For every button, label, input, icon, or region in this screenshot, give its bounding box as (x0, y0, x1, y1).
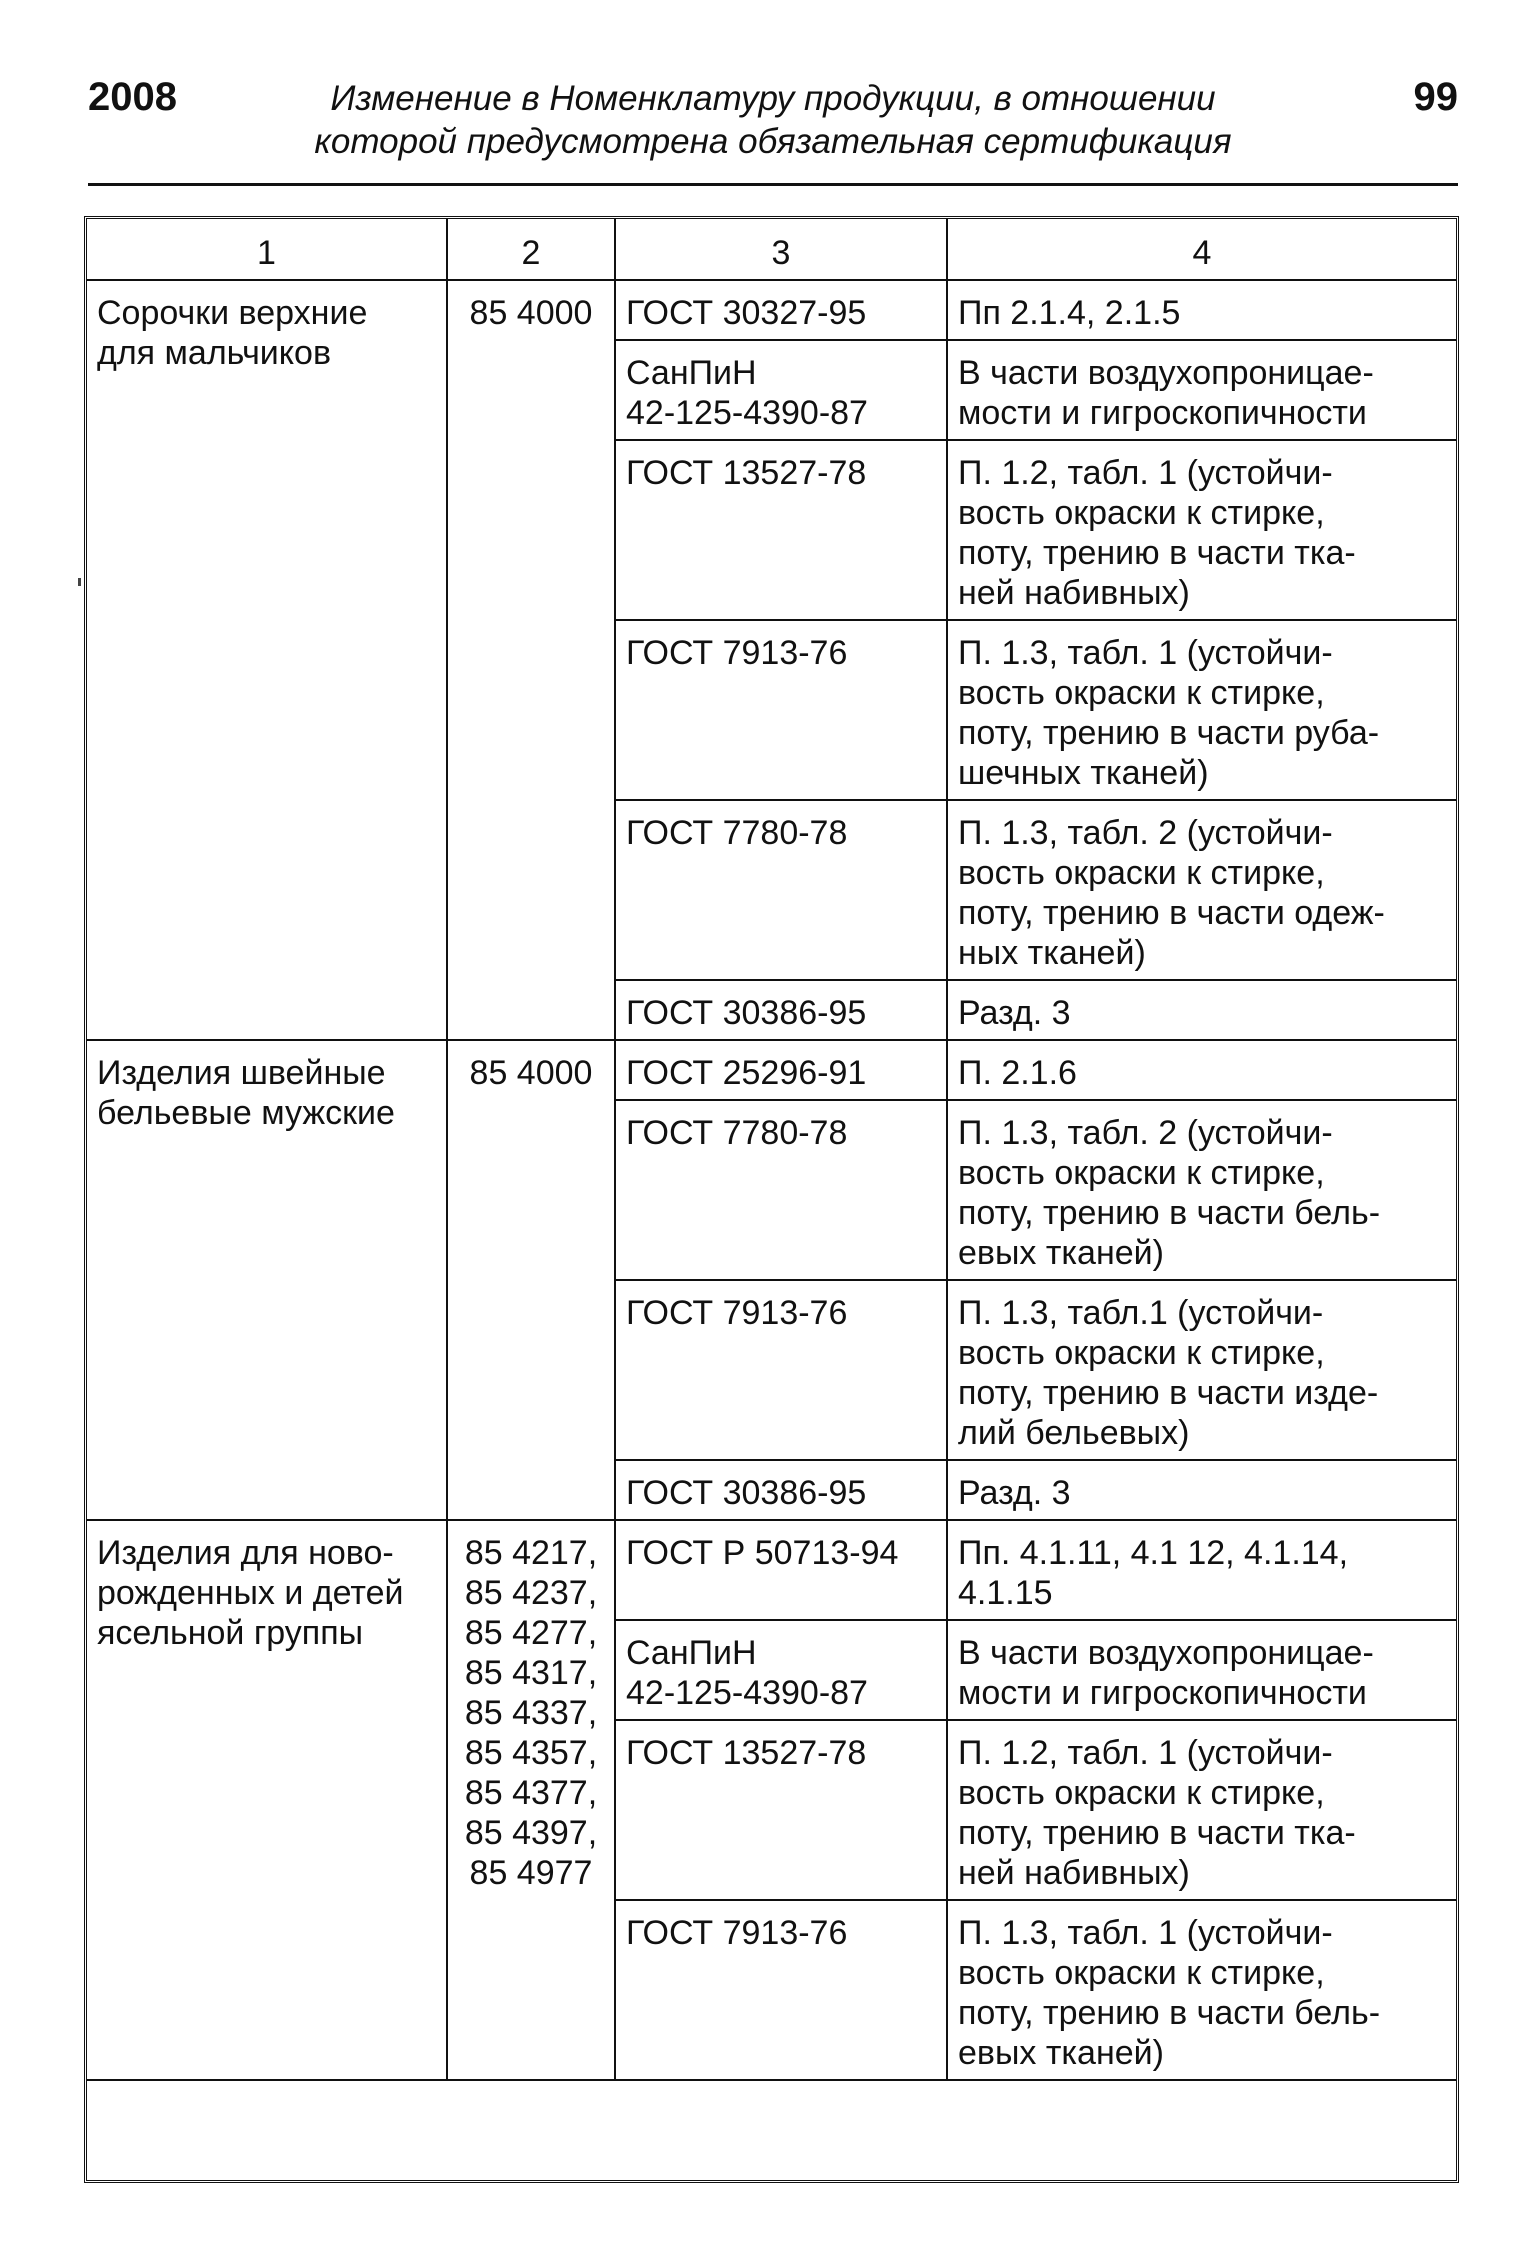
cell-line: поту, трению в части бель- (958, 1194, 1381, 1232)
cell-line: 85 4377, (464, 1774, 598, 1812)
table-row (87, 1040, 1456, 1100)
cell-line: Изделия для ново- (97, 1534, 394, 1572)
page-title-line: которой предусмотрена обязательная сертификация (314, 122, 1232, 161)
cell-line: мости и гигроскопичности (958, 1674, 1367, 1712)
header-year: 2008 (88, 75, 177, 119)
header-rule (88, 183, 1458, 186)
clause-cell (947, 1620, 1456, 1720)
standard-cell (615, 1460, 947, 1520)
standard-cell (615, 620, 947, 800)
cell-line: поту, трению в части изде- (958, 1374, 1379, 1412)
cell-line: 85 4000 (469, 1054, 593, 1092)
cell-line: 85 4337, (464, 1694, 598, 1732)
clause-cell (947, 620, 1456, 800)
cell-line: П. 1.3, табл.1 (устойчи- (958, 1294, 1324, 1332)
page-title-line: Изменение в Номенклатуру продукции, в отношении (330, 79, 1216, 118)
cell-line: вость окраски к стирке, (958, 674, 1325, 712)
table-body (87, 280, 1456, 2080)
cell-line: П. 1.2, табл. 1 (устойчи- (958, 454, 1333, 492)
cell-line: ГОСТ Р 50713-94 (626, 1534, 899, 1572)
clause-cell (947, 980, 1456, 1040)
cell-line: ней набивных) (958, 574, 1190, 612)
cell-line: В части воздухопроницае- (958, 1634, 1374, 1672)
cell-line: 85 4317, (464, 1654, 598, 1692)
clause-cell (947, 280, 1456, 340)
cell-line: 85 4000 (469, 294, 593, 332)
cell-line: ясельной группы (97, 1614, 364, 1652)
clause-cell (947, 1460, 1456, 1520)
cell-line: П. 1.2, табл. 1 (устойчи- (958, 1734, 1333, 1772)
cell-line: ГОСТ 25296-91 (626, 1054, 867, 1092)
cell-line: поту, трению в части одеж- (958, 894, 1385, 932)
clause-cell (947, 800, 1456, 980)
clause-cell (947, 440, 1456, 620)
certification-table-frame (84, 216, 1459, 2183)
clause-cell (947, 340, 1456, 440)
cell-line: Пп. 4.1.11, 4.1 12, 4.1.14, (958, 1534, 1349, 1572)
clause-cell (947, 1100, 1456, 1280)
table-row (87, 280, 1456, 340)
cell-line: П. 1.3, табл. 1 (устойчи- (958, 634, 1333, 672)
cell-line: бельевые мужские (97, 1094, 395, 1132)
cell-line: 85 4397, (464, 1814, 598, 1852)
cell-line: ГОСТ 7913-76 (626, 1294, 848, 1332)
page-number: 99 (1413, 75, 1458, 119)
standard-cell (615, 1520, 947, 1620)
cell-line: ГОСТ 7780-78 (626, 814, 848, 852)
column-header: 3 (615, 219, 947, 280)
cell-line: евых тканей) (958, 2034, 1164, 2072)
column-header: 2 (447, 219, 615, 280)
cell-line: П. 1.3, табл. 2 (устойчи- (958, 1114, 1333, 1152)
cell-line: ГОСТ 30386-95 (626, 994, 867, 1032)
cell-line: Разд. 3 (958, 994, 1071, 1032)
cell-line: Пп 2.1.4, 2.1.5 (958, 294, 1181, 332)
cell-line: ГОСТ 7780-78 (626, 1114, 848, 1152)
cell-line: ных тканей) (958, 934, 1146, 972)
page-title (198, 77, 1348, 163)
product-cell (87, 280, 447, 1040)
standard-cell (615, 280, 947, 340)
cell-line: 85 4237, (464, 1574, 598, 1612)
standard-cell (615, 1040, 947, 1100)
cell-line: поту, трению в части руба- (958, 714, 1380, 752)
clause-cell (947, 1520, 1456, 1620)
cell-line: Сорочки верхние (97, 294, 368, 332)
cell-line: шечных тканей) (958, 754, 1209, 792)
cell-line: рожденных и детей (97, 1574, 404, 1612)
cell-line: 85 4217, (464, 1534, 598, 1572)
cell-line: ГОСТ 7913-76 (626, 634, 848, 672)
cell-line: вость окраски к стирке, (958, 1334, 1325, 1372)
cell-line: евых тканей) (958, 1234, 1164, 1272)
cell-line: П. 2.1.6 (958, 1054, 1077, 1092)
cell-line: поту, трению в части тка- (958, 1814, 1356, 1852)
standard-cell (615, 340, 947, 440)
cell-line: 42-125-4390-87 (626, 1674, 868, 1712)
table-row (87, 1520, 1456, 1620)
standard-cell (615, 1100, 947, 1280)
page-header (88, 75, 1458, 180)
cell-line: лий бельевых) (958, 1414, 1190, 1452)
cell-line: Разд. 3 (958, 1474, 1071, 1512)
product-code-cell (447, 280, 615, 1040)
cell-line: поту, трению в части тка- (958, 534, 1356, 572)
cell-line: ГОСТ 30327-95 (626, 294, 867, 332)
clause-cell (947, 1900, 1456, 2080)
cell-line: 85 4977 (469, 1854, 593, 1892)
cell-line: ГОСТ 30386-95 (626, 1474, 867, 1512)
cell-line: мости и гигроскопичности (958, 394, 1367, 432)
standard-cell (615, 800, 947, 980)
standard-cell (615, 1900, 947, 2080)
standard-cell (615, 1280, 947, 1460)
scan-artifact (78, 578, 81, 586)
cell-line: вость окраски к стирке, (958, 1154, 1325, 1192)
product-cell (87, 1040, 447, 1520)
product-code-cell (447, 1520, 615, 2080)
standard-cell (615, 1620, 947, 1720)
cell-line: 42-125-4390-87 (626, 394, 868, 432)
cell-line: П. 1.3, табл. 2 (устойчи- (958, 814, 1333, 852)
cell-line: 4.1.15 (958, 1574, 1053, 1612)
cell-line: 85 4357, (464, 1734, 598, 1772)
clause-cell (947, 1040, 1456, 1100)
standard-cell (615, 440, 947, 620)
cell-line: Изделия швейные (97, 1054, 386, 1092)
clause-cell (947, 1720, 1456, 1900)
certification-table (87, 219, 1456, 2081)
cell-line: 85 4277, (464, 1614, 598, 1652)
cell-line: вость окраски к стирке, (958, 494, 1325, 532)
cell-line: вость окраски к стирке, (958, 854, 1325, 892)
cell-line: СанПиН (626, 1634, 757, 1672)
standard-cell (615, 1720, 947, 1900)
cell-line: ГОСТ 13527-78 (626, 454, 867, 492)
cell-line: В части воздухопроницае- (958, 354, 1374, 392)
cell-line: СанПиН (626, 354, 757, 392)
cell-line: ГОСТ 7913-76 (626, 1914, 848, 1952)
product-cell (87, 1520, 447, 2080)
cell-line: ГОСТ 13527-78 (626, 1734, 867, 1772)
standard-cell (615, 980, 947, 1040)
cell-line: поту, трению в части бель- (958, 1994, 1381, 2032)
product-code-cell (447, 1040, 615, 1520)
table-header-row (87, 219, 1456, 280)
column-header: 4 (947, 219, 1456, 280)
clause-cell (947, 1280, 1456, 1460)
cell-line: вость окраски к стирке, (958, 1954, 1325, 1992)
column-header: 1 (87, 219, 447, 280)
cell-line: для мальчиков (97, 334, 332, 372)
cell-line: ней набивных) (958, 1854, 1190, 1892)
cell-line: П. 1.3, табл. 1 (устойчи- (958, 1914, 1333, 1952)
cell-line: вость окраски к стирке, (958, 1774, 1325, 1812)
